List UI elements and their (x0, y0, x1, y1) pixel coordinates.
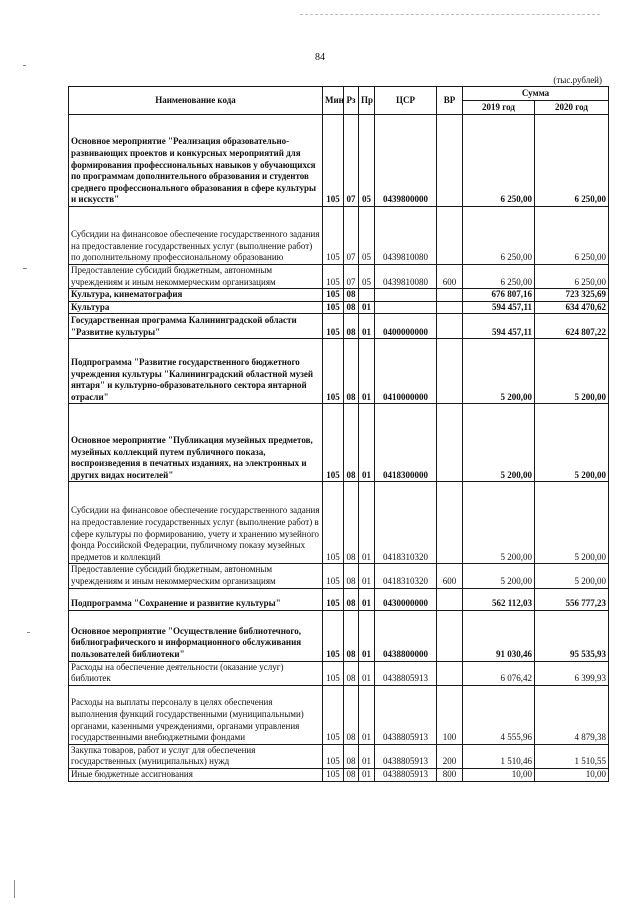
table-row (69, 339, 609, 404)
cell-vr: 800 (437, 768, 463, 781)
cell-y2020: 6 250,00 (535, 207, 609, 265)
table-row (69, 564, 609, 588)
cell-csr (375, 301, 437, 314)
cell-min: 105 (323, 610, 344, 661)
cell-pr: 01 (359, 768, 375, 781)
cell-vr (437, 115, 463, 207)
cell-vr (437, 301, 463, 314)
cell-rz: 08 (344, 768, 359, 781)
cell-csr: 0438800000 (375, 610, 437, 661)
scan-mark (14, 880, 15, 898)
cell-y2020: 4 879,38 (535, 685, 609, 744)
units-label: (тыс.рублей) (553, 75, 602, 85)
cell-min: 105 (323, 289, 344, 302)
table-row (69, 744, 609, 768)
cell-min: 105 (323, 339, 344, 404)
header-csr: ЦСР (375, 87, 437, 115)
cell-y2019: 91 030,46 (463, 610, 535, 661)
table-row (69, 482, 609, 564)
cell-vr (437, 661, 463, 685)
cell-y2020: 624 807,22 (535, 314, 609, 339)
cell-vr: 600 (437, 265, 463, 289)
cell-pr: 05 (359, 207, 375, 265)
cell-vr: 200 (437, 744, 463, 768)
cell-rz: 07 (344, 207, 359, 265)
table-row (69, 314, 609, 339)
cell-y2019: 594 457,11 (463, 314, 535, 339)
table-row (69, 661, 609, 685)
cell-vr: 600 (437, 564, 463, 588)
cell-y2019: 6 250,00 (463, 265, 535, 289)
cell-name: Расходы на обеспечение деятельности (оказание услуг) библиотек (69, 661, 323, 685)
header-pr: Пр (359, 87, 375, 115)
cell-y2020: 556 777,23 (535, 588, 609, 610)
header-name: Наименование кода (69, 87, 323, 115)
cell-y2019: 5 200,00 (463, 404, 535, 482)
cell-csr: 0400000000 (375, 314, 437, 339)
cell-y2020: 10,00 (535, 768, 609, 781)
cell-name: Иные бюджетные ассигнования (69, 768, 323, 781)
cell-pr: 05 (359, 265, 375, 289)
cell-name: Субсидии на финансовое обеспечение государственного задания на предоставление государственных услуг (выполнение работ) по дополнительному профессиональному образованию (69, 207, 323, 265)
cell-name: Культура (69, 301, 323, 314)
cell-name: Культура, кинематография (69, 289, 323, 302)
cell-min: 105 (323, 314, 344, 339)
cell-vr (437, 339, 463, 404)
cell-csr: 0439810080 (375, 207, 437, 265)
table-row (69, 685, 609, 744)
cell-y2019: 594 457,11 (463, 301, 535, 314)
header-min: Мин (323, 87, 344, 115)
cell-rz: 07 (344, 265, 359, 289)
cell-vr (437, 207, 463, 265)
cell-min: 105 (323, 768, 344, 781)
cell-y2020: 95 535,93 (535, 610, 609, 661)
cell-min: 105 (323, 685, 344, 744)
cell-y2019: 10,00 (463, 768, 535, 781)
cell-min: 105 (323, 115, 344, 207)
cell-pr: 01 (359, 744, 375, 768)
header-rz: Рз (344, 87, 359, 115)
cell-rz: 08 (344, 685, 359, 744)
cell-y2020: 6 250,00 (535, 115, 609, 207)
cell-pr: 01 (359, 339, 375, 404)
header-sum: Сумма (463, 87, 609, 101)
cell-y2020: 5 200,00 (535, 482, 609, 564)
cell-name: Основное мероприятие "Осуществление библиотечного, библиографического и информационного обслуживания пользователей библиотеки" (69, 610, 323, 661)
cell-y2019: 4 555,96 (463, 685, 535, 744)
cell-pr: 01 (359, 564, 375, 588)
cell-min: 105 (323, 265, 344, 289)
budget-table (68, 86, 609, 782)
cell-pr: 01 (359, 661, 375, 685)
cell-y2020: 5 200,00 (535, 404, 609, 482)
cell-name: Закупка товаров, работ и услуг для обеспечения государственных (муниципальных) нужд (69, 744, 323, 768)
cell-csr: 0439800000 (375, 115, 437, 207)
cell-pr: 01 (359, 404, 375, 482)
cell-csr: 0410000000 (375, 339, 437, 404)
cell-rz: 08 (344, 588, 359, 610)
cell-min: 105 (323, 661, 344, 685)
cell-csr: 0418300000 (375, 404, 437, 482)
table-row (69, 115, 609, 207)
cell-rz: 08 (344, 744, 359, 768)
table-row (69, 768, 609, 781)
cell-rz: 08 (344, 301, 359, 314)
cell-csr: 0418310320 (375, 564, 437, 588)
header-vr: ВР (437, 87, 463, 115)
cell-pr (359, 289, 375, 302)
cell-name: Субсидии на финансовое обеспечение государственного задания на предоставление государственных услуг (выполнение работ) в сфере культуры по формированию, учету и хранению музейного фонда Российской Федерации, публичному показу музейных предметов и коллекций (69, 482, 323, 564)
top-dashed-line (300, 14, 600, 15)
cell-csr: 0438805913 (375, 744, 437, 768)
cell-rz: 08 (344, 564, 359, 588)
cell-y2019: 5 200,00 (463, 564, 535, 588)
table-row (69, 289, 609, 302)
table-row (69, 610, 609, 661)
cell-pr: 01 (359, 482, 375, 564)
cell-pr: 01 (359, 314, 375, 339)
cell-min: 105 (323, 564, 344, 588)
cell-csr: 0430000000 (375, 588, 437, 610)
header-2020: 2020 год (535, 101, 609, 115)
cell-name: Предоставление субсидий бюджетным, автономным учреждениям и иным некоммерческим организациям (69, 265, 323, 289)
cell-y2020: 1 510,55 (535, 744, 609, 768)
cell-name: Предоставление субсидий бюджетным, автономным учреждениям и иным некоммерческим организациям (69, 564, 323, 588)
cell-name: Расходы на выплаты персоналу в целях обеспечения выполнения функций государственными (муниципальными) органами, казенными учреждениями, органами управления государственными внебюджетными фондами (69, 685, 323, 744)
cell-vr (437, 289, 463, 302)
cell-min: 105 (323, 301, 344, 314)
cell-y2020: 5 200,00 (535, 339, 609, 404)
cell-name: Подпрограмма "Развитие государственного бюджетного учреждения культуры "Калининградский областной музей янтаря" и культурно-образовательного сектора янтарной отрасли" (69, 339, 323, 404)
cell-vr (437, 588, 463, 610)
cell-rz: 08 (344, 482, 359, 564)
cell-rz: 08 (344, 339, 359, 404)
page-number: 84 (315, 52, 325, 63)
cell-y2019: 6 250,00 (463, 207, 535, 265)
cell-vr (437, 314, 463, 339)
cell-name: Подпрограмма "Сохранение и развитие культуры" (69, 588, 323, 610)
cell-rz: 08 (344, 610, 359, 661)
cell-pr: 01 (359, 685, 375, 744)
cell-y2019: 5 200,00 (463, 339, 535, 404)
scan-mark (23, 268, 27, 269)
cell-pr: 01 (359, 588, 375, 610)
cell-csr: 0438805913 (375, 685, 437, 744)
table-row (69, 588, 609, 610)
header-2019: 2019 год (463, 101, 535, 115)
table-row (69, 404, 609, 482)
cell-rz: 08 (344, 404, 359, 482)
cell-y2020: 634 470,62 (535, 301, 609, 314)
cell-y2019: 676 807,16 (463, 289, 535, 302)
cell-y2020: 6 399,93 (535, 661, 609, 685)
cell-name: Государственная программа Калининградской области "Развитие культуры" (69, 314, 323, 339)
cell-vr (437, 404, 463, 482)
cell-pr: 05 (359, 115, 375, 207)
cell-csr: 0439810080 (375, 265, 437, 289)
cell-vr: 100 (437, 685, 463, 744)
cell-name: Основное мероприятие "Публикация музейных предметов, музейных коллекций путем публичного показа, воспроизведения в печатных изданиях, на электронных и других видах носителей" (69, 404, 323, 482)
scan-mark (23, 65, 26, 66)
cell-pr: 01 (359, 610, 375, 661)
cell-rz: 07 (344, 115, 359, 207)
cell-csr: 0418310320 (375, 482, 437, 564)
table-row (69, 265, 609, 289)
cell-csr: 0438805913 (375, 661, 437, 685)
cell-min: 105 (323, 588, 344, 610)
cell-y2019: 562 112,03 (463, 588, 535, 610)
cell-min: 105 (323, 207, 344, 265)
cell-vr (437, 482, 463, 564)
cell-y2019: 5 200,00 (463, 482, 535, 564)
cell-y2019: 1 510,46 (463, 744, 535, 768)
cell-y2020: 5 200,00 (535, 564, 609, 588)
table-row (69, 207, 609, 265)
table-row (69, 301, 609, 314)
cell-rz: 08 (344, 314, 359, 339)
cell-y2019: 6 076,42 (463, 661, 535, 685)
cell-csr (375, 289, 437, 302)
cell-rz: 08 (344, 661, 359, 685)
scan-mark (27, 632, 30, 633)
cell-min: 105 (323, 744, 344, 768)
cell-csr: 0438805913 (375, 768, 437, 781)
cell-pr: 01 (359, 301, 375, 314)
cell-y2019: 6 250,00 (463, 115, 535, 207)
cell-y2020: 6 250,00 (535, 265, 609, 289)
cell-rz: 08 (344, 289, 359, 302)
cell-min: 105 (323, 482, 344, 564)
cell-vr (437, 610, 463, 661)
cell-name: Основное мероприятие "Реализация образовательно-развивающих проектов и конкурсных мероприятий для формирования профессиональных навыков у обучающихся по программам дополнительного образования и студентов среднего профессионального образования в сфере культуры и искусств" (69, 115, 323, 207)
cell-y2020: 723 325,69 (535, 289, 609, 302)
cell-min: 105 (323, 404, 344, 482)
